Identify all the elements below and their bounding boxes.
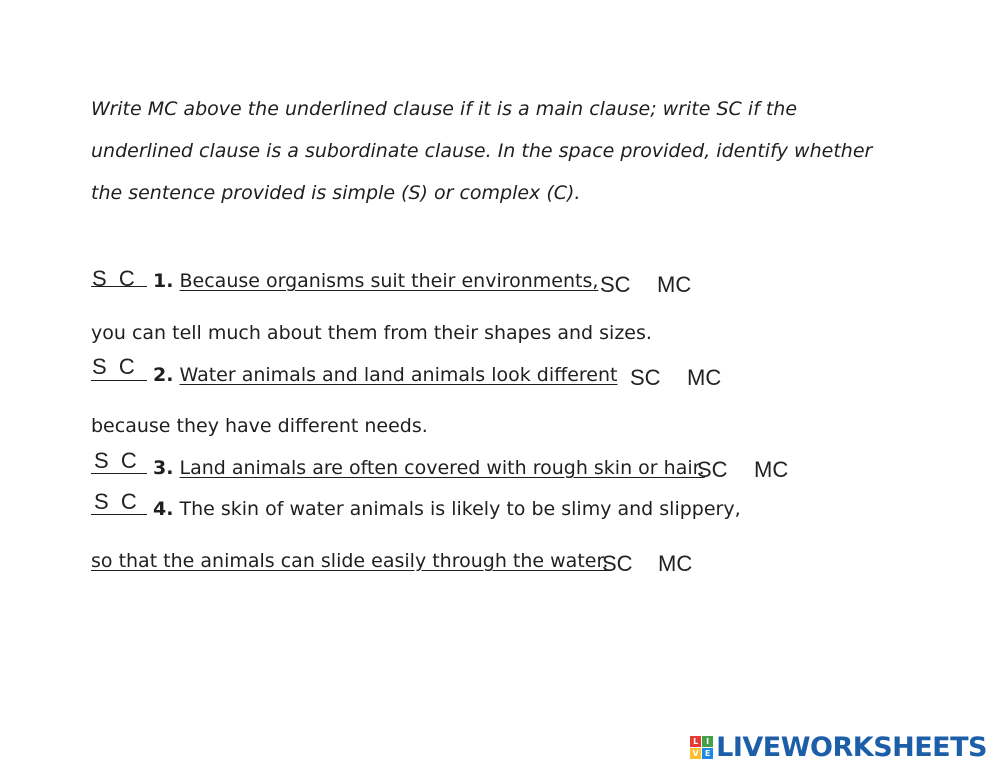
item-4-line-1 (91, 498, 741, 520)
item-4-underlined-clause: so that the animals can slide easily through the water. (91, 550, 609, 572)
item-2-line-1 (91, 364, 617, 386)
logo-text: LIVEWORKSHEETS (716, 732, 987, 763)
item-3-choice-mc[interactable]: MC (754, 457, 789, 482)
logo-mark-e: E (702, 748, 713, 759)
answer-blank-4[interactable] (91, 498, 147, 515)
answer-3[interactable]: S C (94, 448, 137, 473)
logo-mark-icon (690, 736, 713, 759)
item-4-choice-mc[interactable]: MC (658, 551, 693, 576)
answer-2[interactable]: S C (92, 354, 135, 379)
logo-mark-v: V (690, 748, 701, 759)
item-1-line-1 (91, 270, 598, 292)
answer-4[interactable]: S C (94, 489, 137, 514)
item-4-sentence-start: The skin of water animals is likely to be slimy and slippery, (179, 498, 741, 520)
item-1-number: 1. (153, 270, 174, 292)
answer-blank-3[interactable] (91, 457, 147, 474)
item-2-choice-sc[interactable]: SC (630, 365, 661, 390)
item-3-line-1 (91, 457, 705, 479)
item-1-line-2: you can tell much about them from their shapes and sizes. (91, 322, 652, 344)
item-3-choice-sc[interactable]: SC (697, 457, 728, 482)
item-2-choice-mc[interactable]: MC (687, 365, 722, 390)
logo-mark-l: L (690, 736, 701, 747)
item-4-number: 4. (153, 498, 174, 520)
item-1-choice-mc[interactable]: MC (657, 272, 692, 297)
item-1-choice-sc[interactable]: SC (600, 272, 631, 297)
item-3-number: 3. (153, 457, 174, 479)
instructions: Write MC above the underlined clause if it is a main clause; write SC if the underlined clause is a subordinate clause. In the space provided, identify whether the sentence provided is simple (S) or complex (C). (91, 98, 873, 204)
item-1-underlined-clause: Because organisms suit their environments, (179, 270, 599, 292)
liveworksheets-logo (690, 732, 987, 763)
item-2-underlined-clause: Water animals and land animals look different (179, 364, 618, 386)
answer-blank-1[interactable] (91, 270, 147, 287)
logo-mark-i: I (702, 736, 713, 747)
answer-blank-2[interactable] (91, 364, 147, 381)
answer-1[interactable]: S C (92, 266, 135, 291)
item-2-line-2: because they have different needs. (91, 415, 428, 437)
item-4-choice-sc[interactable]: SC (602, 551, 633, 576)
item-2-number: 2. (153, 364, 174, 386)
item-3-underlined-clause: Land animals are often covered with rough skin or hair. (179, 457, 705, 479)
